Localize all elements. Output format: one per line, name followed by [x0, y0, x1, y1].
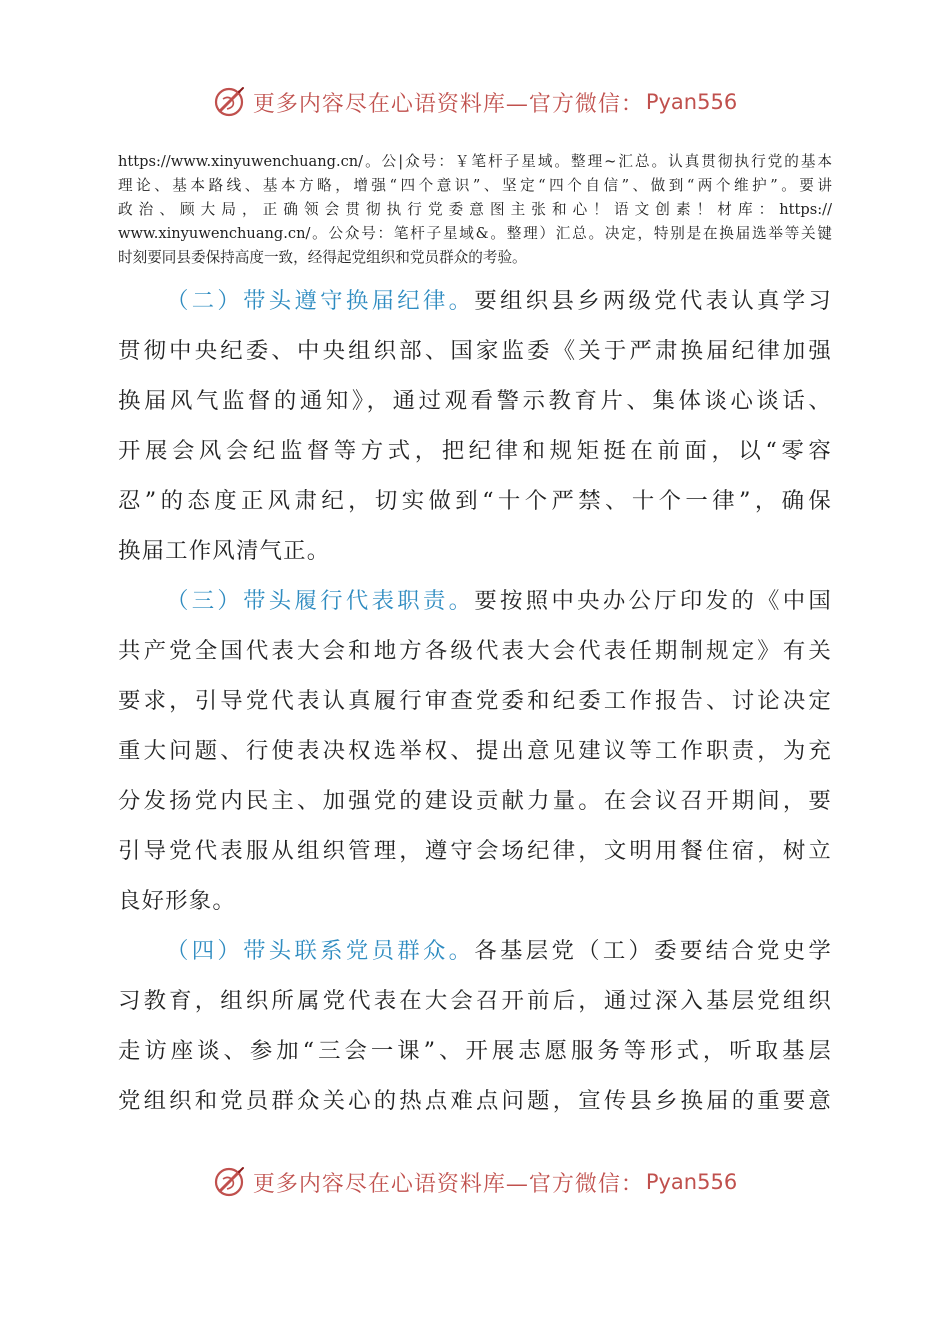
paragraph-line: 开展会风会纪监督等方式，把纪律和规矩挺在前面，以“零容 [118, 438, 832, 464]
wechat-id: Pyan556 [645, 90, 738, 114]
paragraph-line: 共产党全国代表大会和地方各级代表大会代表任期制规定》有关 [118, 638, 832, 664]
paragraph-line: （二）带头遵守换届纪律。要组织县乡两级党代表认真学习 [166, 288, 832, 314]
paragraph-line: 党组织和党员群众关心的热点难点问题，宣传县乡换届的重要意 [118, 1088, 832, 1114]
pen-logo-icon [213, 85, 247, 119]
wechat-id: Pyan556 [645, 1170, 738, 1194]
header-banner [0, 72, 950, 132]
intro-line: 政治、顾大局，正确领会贯彻执行党委意图主张和心！语文创素！材库：https:// [118, 201, 832, 218]
footer-banner [0, 1152, 950, 1212]
intro-line: www.xinyuwenchuang.cn/。公众号：笔杆子星域&。整理）汇总。决定，特别是在换届选举等关键 [118, 225, 832, 242]
paragraph-line: 重大问题、行使表决权选举权、提出意见建议等工作职责，为充 [118, 738, 832, 764]
paragraph-line: 良好形象。 [118, 888, 236, 914]
paragraph-line: 分发扬党内民主、加强党的建设贡献力量。在会议召开期间，要 [118, 788, 832, 814]
banner-text: 更多内容尽在心语资料库—官方微信： [252, 91, 644, 117]
paragraph-line: （三）带头履行代表职责。要按照中央办公厅印发的《中国 [166, 588, 832, 614]
section-heading: （四）带头联系党员群众。 [166, 938, 475, 964]
paragraph-line: 走访座谈、参加“三会一课”、开展志愿服务等形式，听取基层 [118, 1038, 832, 1064]
section-duties [118, 576, 832, 926]
paragraph-line: （四）带头联系党员群众。各基层党（工）委要结合党史学 [166, 938, 832, 964]
section-heading: （三）带头履行代表职责。 [166, 588, 475, 614]
paragraph-line: 要求，引导党代表认真履行审查党委和纪委工作报告、讨论决定 [118, 688, 832, 714]
section-contact-masses [118, 926, 832, 1126]
paragraph-line: 贯彻中央纪委、中央组织部、国家监委《关于严肃换届纪律加强 [118, 338, 832, 364]
paragraph-line: 引导党代表服从组织管理，遵守会场纪律，文明用餐住宿，树立 [118, 838, 832, 864]
section-heading: （二）带头遵守换届纪律。 [166, 288, 475, 314]
section-discipline [118, 276, 832, 576]
intro-line: 理论、基本路线、基本方略，增强“四个意识”、坚定“四个自信”、做到“两个维护”。要讲 [118, 177, 832, 194]
banner-text: 更多内容尽在心语资料库—官方微信： [252, 1171, 644, 1197]
intro-line: 时刻要同县委保持高度一致，经得起党组织和党员群众的考验。 [118, 249, 527, 266]
paragraph-line: 习教育，组织所属党代表在大会召开前后，通过深入基层党组织 [118, 988, 832, 1014]
paragraph-line: 换届工作风清气正。 [118, 538, 331, 564]
intro-line: https://www.xinyuwenchuang.cn/。公|众号：￥笔杆子星域。整理~汇总。认真贯彻执行党的基本 [118, 153, 832, 170]
intro-paragraph [118, 150, 832, 270]
paragraph-line: 换届风气监督的通知》，通过观看警示教育片、集体谈心谈话、 [118, 388, 832, 414]
paragraph-line: 忍”的态度正风肃纪，切实做到“十个严禁、十个一律”，确保 [118, 488, 832, 514]
pen-logo-icon [213, 1165, 247, 1199]
